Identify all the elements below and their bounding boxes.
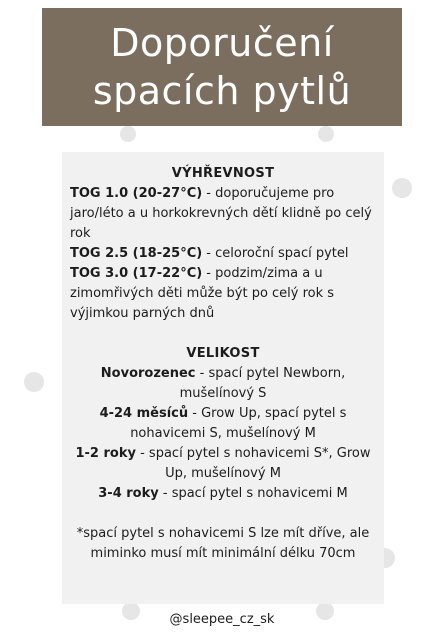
title-line-2: spacích pytlů xyxy=(92,69,352,113)
tog-item xyxy=(70,184,376,244)
title-line-1: Doporučení xyxy=(110,21,334,65)
tog-label: TOG 3.0 (17-22°C) xyxy=(70,266,203,281)
size-item xyxy=(70,444,376,484)
tog-label: TOG 1.0 (20-27°C) xyxy=(70,186,203,201)
tog-text: - podzim/zima a u zimomřivých děti může být po celý rok s výjimkou parných dnů xyxy=(70,266,335,321)
size-text: - spací pytel Newborn, mušelínový S xyxy=(179,366,346,401)
tog-heading: VÝHŘEVNOST xyxy=(171,166,275,181)
section-spacer xyxy=(70,324,376,344)
size-text: - spací pytel s nohavicemi M xyxy=(158,486,348,501)
size-label: 1-2 roky xyxy=(75,446,136,461)
section-spacer xyxy=(70,504,376,524)
title-banner xyxy=(42,8,402,126)
size-text: - spací pytel s nohavicemi S*, Grow Up, mušelínový M xyxy=(135,446,371,481)
size-item xyxy=(70,404,376,444)
size-text: - Grow Up, spací pytel s nohavicemi S, mušelínový M xyxy=(130,406,347,441)
size-item xyxy=(70,484,376,504)
tog-item xyxy=(70,244,376,264)
social-handle: @sleepee_cz_sk xyxy=(169,612,275,627)
info-card xyxy=(62,152,384,604)
size-label: 4-24 měsíců xyxy=(99,406,189,421)
footnote: *spací pytel s nohavicemi S lze mít dříve, ale miminko musí mít minimální délku 70cm xyxy=(76,526,370,561)
tog-text: - celoroční spací pytel xyxy=(202,246,349,261)
tog-text: - doporučujeme pro jaro/léto a u horkokrevných dětí klidně po celý rok xyxy=(70,186,372,241)
decor-dot xyxy=(24,372,44,392)
size-item xyxy=(70,364,376,404)
tog-label: TOG 2.5 (18-25°C) xyxy=(70,246,203,261)
decor-dot xyxy=(392,178,412,198)
size-heading: VELIKOST xyxy=(186,346,260,361)
decor-dot xyxy=(120,126,136,142)
decor-dot xyxy=(318,126,334,142)
tog-item xyxy=(70,264,376,324)
size-label: Novorozenec xyxy=(100,366,196,381)
size-label: 3-4 roky xyxy=(98,486,159,501)
